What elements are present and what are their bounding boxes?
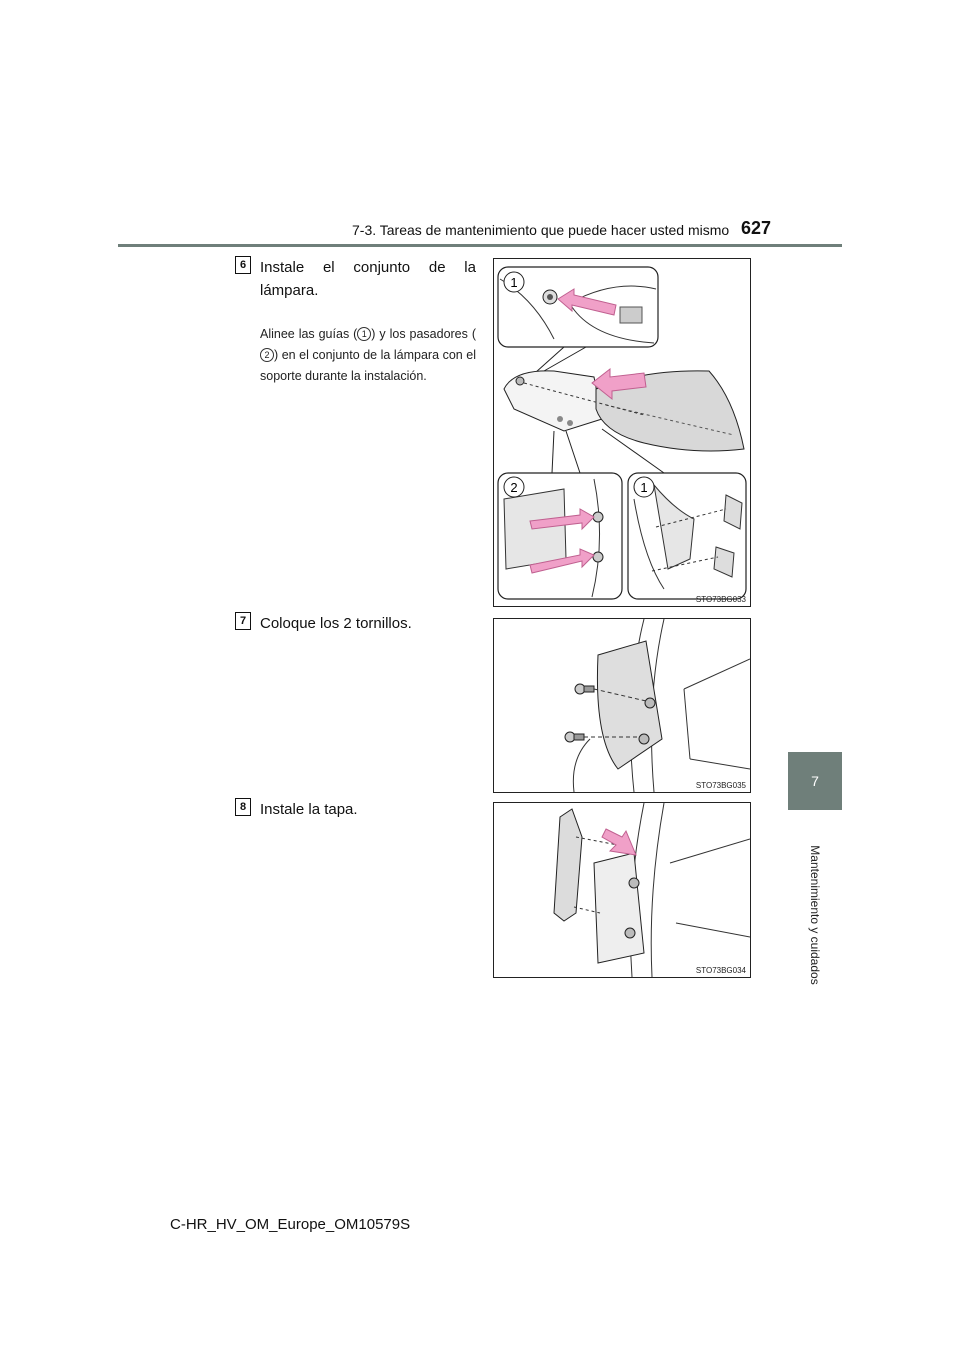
document-id: C-HR_HV_OM_Europe_OM10579S <box>170 1216 411 1233</box>
step-6-title: Instale el conjunto de la lámpara. <box>260 259 476 299</box>
figure-code: STO73BG035 <box>695 781 746 790</box>
page-number: 627 <box>741 218 772 238</box>
figure-code: STO73BG034 <box>695 966 746 975</box>
screw-upper <box>575 684 594 694</box>
figure-lamp-install <box>493 258 751 607</box>
figure-code: STO73BG033 <box>695 595 746 604</box>
callout-2-bottom <box>504 477 524 497</box>
chapter-title: Mantenimiento y cuidados <box>808 845 822 985</box>
figure-cover <box>493 802 751 978</box>
screw-lower <box>565 732 584 742</box>
callout-1: 1 <box>357 327 371 341</box>
section-title: 7-3. Tareas de mantenimiento que puede hacer usted mismo <box>352 222 730 238</box>
step-number-7: 7 <box>235 612 251 630</box>
header-rule <box>118 244 842 247</box>
step-8-title: Instale la tapa. <box>260 801 358 818</box>
callout-2: 2 <box>260 348 274 362</box>
figure-screws <box>493 618 751 793</box>
callout-1-bottom <box>634 477 654 497</box>
screws-illustration <box>494 619 750 792</box>
svg-text:2: 2 <box>510 480 518 495</box>
svg-text:1: 1 <box>510 275 518 290</box>
cover-illustration <box>494 803 750 977</box>
step-6-description: Alinee las guías ( 1 ) y los pasadores (2 ) en el conjunto de la lámpara con el soporte durante la instalación. <box>260 327 476 383</box>
lamp-install-illustration <box>494 259 750 606</box>
step-number-8: 8 <box>235 798 251 816</box>
svg-text:1: 1 <box>640 480 648 495</box>
chapter-tab: 7 <box>788 752 842 810</box>
callout-1-top <box>504 272 524 292</box>
step-7-title: Coloque los 2 tornillos. <box>260 615 412 632</box>
step-number-6: 6 <box>235 256 251 274</box>
